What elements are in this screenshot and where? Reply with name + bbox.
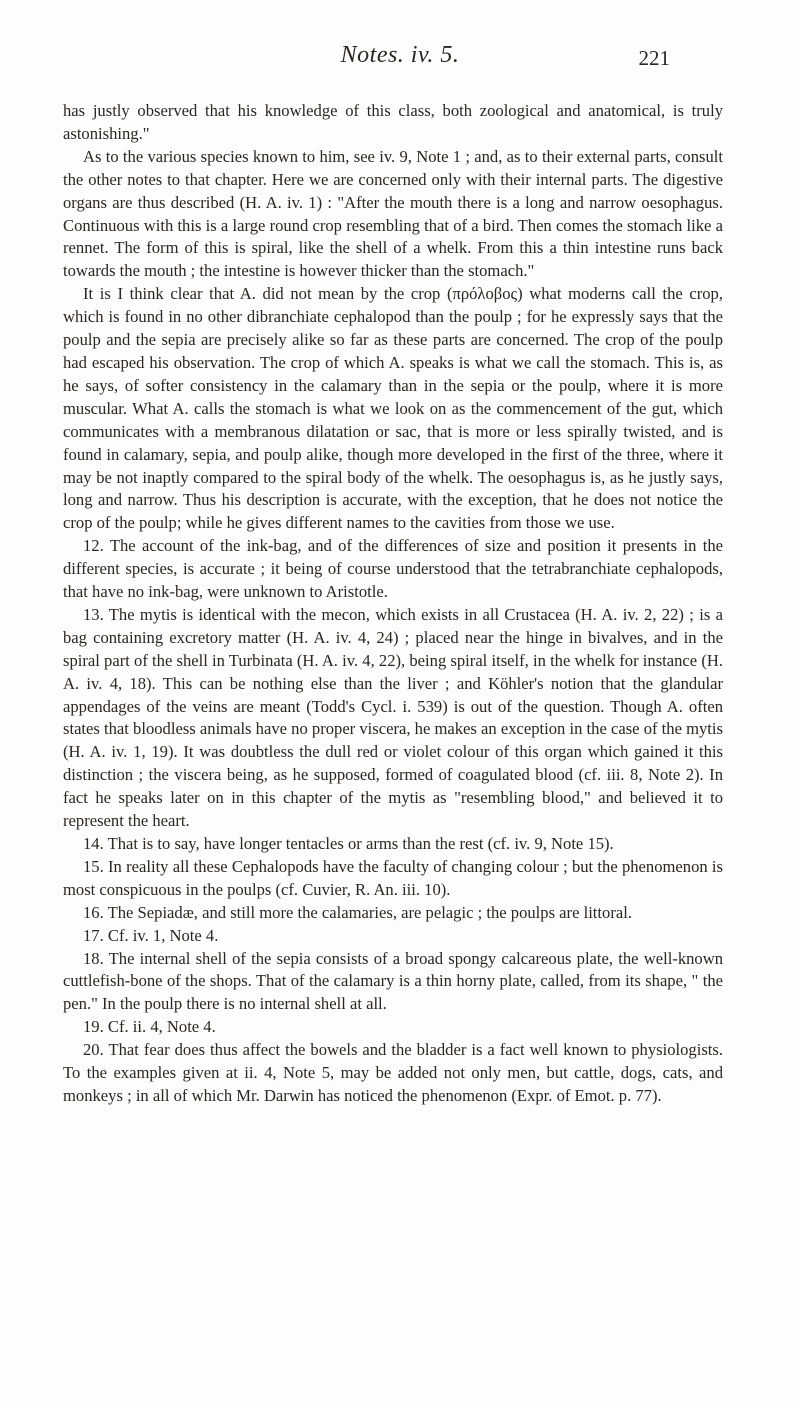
note-number: 14. [83,834,104,853]
note-16 [63,902,723,925]
note-text: The account of the ink-bag, and of the differences of size and position it presents in the different species, is accurate ; it being of course understood that the tetrabranchiate cephalopods, that have no ink-bag, were unknown to Aristotle. [63,536,723,602]
note-text: That is to say, have longer tentacles or arms than the rest (cf. iv. 9, Note 15). [107,834,614,853]
note-14 [63,833,723,856]
note-text: The Sepiadæ, and still more the calamaries, are pelagic ; the poulps are littoral. [107,902,632,922]
note-19 [63,1016,723,1039]
note-18 [63,948,723,1017]
note-number: 17. [83,925,104,945]
note-number: 15. [83,856,104,876]
note-12 [63,535,723,604]
paragraph-crop-discussion: It is I think clear that A. did not mean by the crop (πρόλοβος) what moderns call the crop, which is found in no other dibranchiate cephalopod than the poulp ; for he expressly says that the poulp and the sepia are precisely alike so far as these parts are concerned. The crop of the poulp had escaped his observation. The crop of which A. speaks is what we call the stomach. This is, as he says, of softer consistency in the calamary than in the sepia or the poulp, where it is more muscular. What A. calls the stomach is what we look on as the commencement of the gut, which communicates with a membranous dilatation or sac, that is more or less spirally twisted, and is found in calamary, sepia, and poulp alike, though more developed in the first of the three, where it may be not inaptly compared to the spiral body of the whelk. The oesophagus is, as he justly says, long and narrow. Thus his description is accurate, with the exception, that he does not notice the crop of the poulp; while he gives different names to the cavities from those we use. [63,284,723,533]
note-number: 19. [83,1017,104,1037]
note-15 [63,856,723,902]
page-header [0,42,800,82]
note-text: Cf. iv. 1, Note 4. [107,925,219,945]
paragraph-digestive-organs: As to the various species known to him, see iv. 9, Note 1 ; and, as to their external parts, consult the other notes to that chapter. Here we are concerned only with their internal parts. The digestive organs are thus described (H. A. iv. 1) : "After the mouth there is a long and narrow oesophagus. Continuous with this is a large round crop resembling that of a bird. Then comes the stomach like a rennet. The form of this is spiral, like the shell of a whelk. From this a thin intestine runs back towards the mouth ; the intestine is however thicker than the stomach." [63,146,723,281]
note-number: 13. [83,604,104,624]
note-13 [63,604,723,833]
note-number: 18. [83,948,104,968]
note-text: That fear does thus affect the bowels and the bladder is a fact well known to physiologists. To the examples given at ii. 4, Note 5, may be added not only men, but cattle, dogs, cats, and monkeys ; in all of which Mr. Darwin has noticed the phenomenon (Expr. of Emot. p. 77). [63,1040,723,1105]
note-text: The internal shell of the sepia consists of a broad spongy calcareous plate, the well-known cuttlefish-bone of the shops. That of the calamary is a thin horny plate, called, from its shape, " the pen." In the poulp there is no internal shell at all. [63,948,724,1014]
paragraph-continuation: has justly observed that his knowledge of this class, both zoological and anatomical, is truly astonishing." [63,101,723,143]
note-number: 16. [83,902,104,922]
note-number: 12. [83,536,104,556]
note-17 [63,925,723,948]
note-number: 20. [83,1040,104,1060]
page-number: 221 [638,46,670,70]
note-text: The mytis is identical with the mecon, which exists in all Crustacea (H. A. iv. 2, 22) ; is a bag containing excretory matter (H. A. iv. 4, 24) ; placed near the hinge in bivalves, and in the spiral part of the shell in Turbinata (H. A. iv. 4, 22), being spiral itself, in the whelk for instance (H. A. iv. 4, 18). This can be nothing else than the liver ; and Köhler's notion that the glandular appendages of the veins are meant (Todd's Cycl. i. 539) is out of the question. Though A. often states that bloodless animals have no proper viscera, he makes an exception in the case of the mytis (H. A. iv. 1, 19). It was doubtless the dull red or violet colour of this organ which gained it this distinction ; the viscera being, as he supposed, formed of coagulated blood (cf. iii. 8, Note 2). In fact he speaks later on in this chapter of the mytis as "resembling blood," and believed it to represent the heart. [63,604,723,831]
running-title: Notes. iv. 5. [340,42,460,68]
note-20 [63,1039,723,1108]
page-body [63,100,723,1108]
note-text: Cf. ii. 4, Note 4. [107,1017,216,1037]
note-text: In reality all these Cephalopods have the faculty of changing colour ; but the phenomenon is most conspicuous in the poulps (cf. Cuvier, R. An. iii. 10). [63,856,723,899]
